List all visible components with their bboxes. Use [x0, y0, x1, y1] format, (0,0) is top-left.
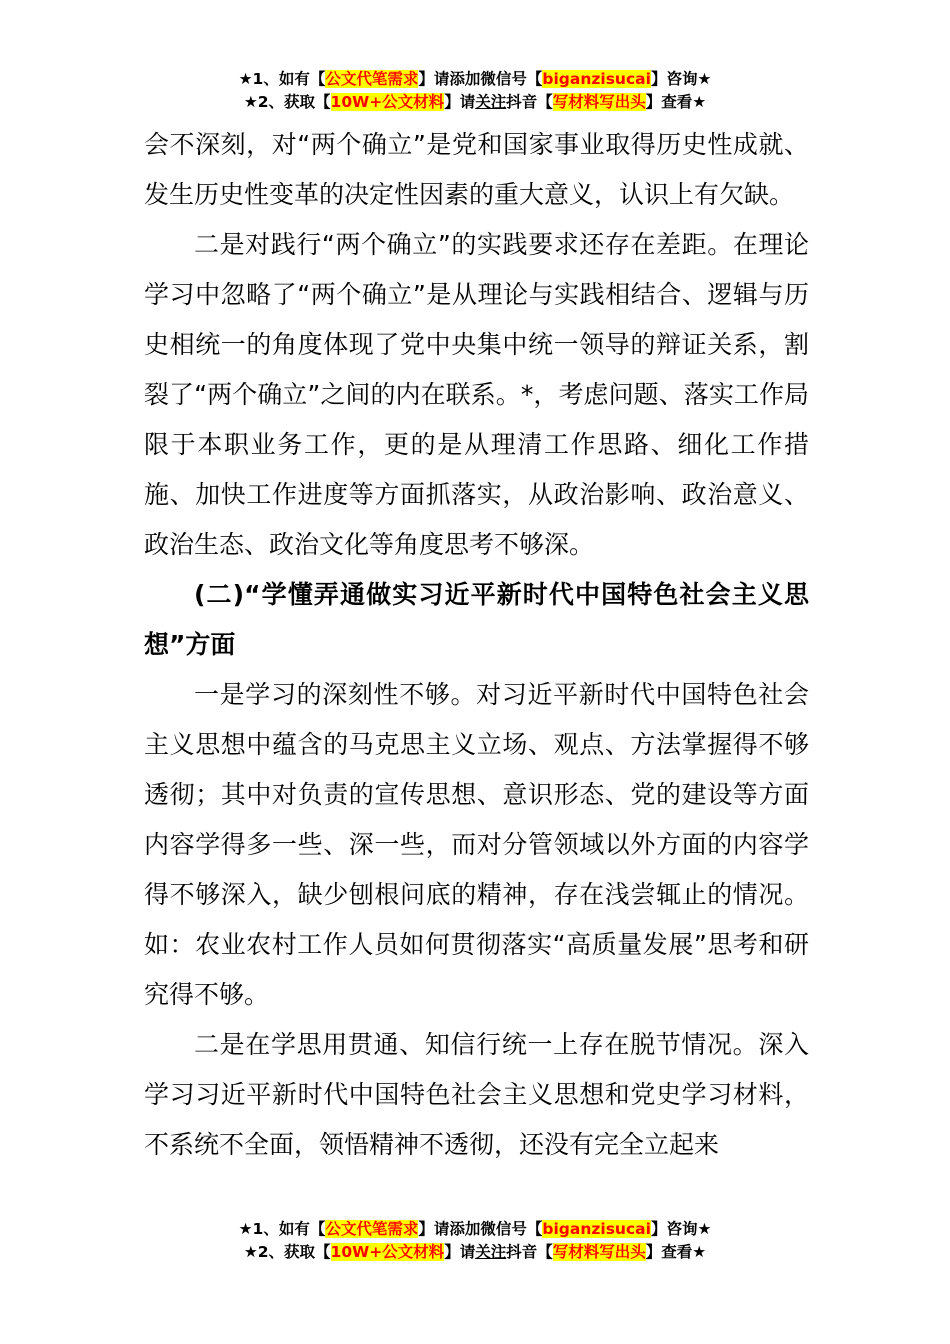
banner-text: 抖音【 — [506, 93, 553, 111]
footer-banner — [0, 1218, 950, 1264]
paragraph-3: 一是学习的深刻性不够。对习近平新时代中国特色社会主义思想中蕴含的马克思主义立场、观点、方法掌握得不够透彻；其中对负责的宣传思想、意识形态、党的建设等方面内容学得多一些、深一些，而对分管领域以外方面的内容学得不够深入，缺少刨根问底的精神，存在浅尝辄止的情况。如：农业农村工作人员如何贯彻落实“高质量发展”思考和研究得不够。 — [144, 680, 809, 1009]
header-banner — [0, 68, 950, 114]
document-body — [144, 120, 809, 1170]
banner-line-1 — [0, 1218, 950, 1241]
paragraph-1: 会不深刻，对“两个确立”是党和国家事业取得历史性成就、发生历史性变革的决定性因素的重大意义，认识上有欠缺。 — [144, 130, 809, 209]
banner-text: 】咨询★ — [650, 1220, 712, 1238]
underlined-text: 关注 — [475, 1243, 507, 1261]
paragraph-4: 二是在学思用贯通、知信行统一上存在脱节情况。深入学习习近平新时代中国特色社会主义思想和党史学习材料，不系统不全面，领悟精神不透彻，还没有完全立起来 — [144, 1030, 809, 1159]
banner-text: ★1、如有【 — [238, 70, 326, 88]
banner-text: 】请添加微信号【 — [418, 1220, 543, 1238]
banner-line-2 — [0, 91, 950, 114]
douyin-id-highlight: 写材料写出头 — [552, 93, 646, 111]
wechat-id-highlight: biganzisucai — [542, 1220, 651, 1238]
banner-text: ★2、获取【 — [243, 93, 331, 111]
underlined-text: 关注 — [475, 93, 507, 111]
wechat-id-highlight: biganzisucai — [542, 70, 651, 88]
banner-text: ★1、如有【 — [238, 1220, 326, 1238]
banner-text: ★2、获取【 — [243, 1243, 331, 1261]
banner-text: 】查看★ — [645, 1243, 707, 1261]
banner-text: 】请 — [444, 1243, 476, 1261]
highlight-text: 公文代笔需求 — [325, 70, 419, 88]
banner-text: 】请添加微信号【 — [418, 70, 543, 88]
highlight-text: 10W+公文材料 — [330, 93, 445, 111]
paragraph-2: 二是对践行“两个确立”的实践要求还存在差距。在理论学习中忽略了“两个确立”是从理论与实践相结合、逻辑与历史相统一的角度体现了党中央集中统一领导的辩证关系，割裂了“两个确立”之间的内在联系。*，考虑问题、落实工作局限于本职业务工作，更的是从理清工作思路、细化工作措施、加快工作进度等方面抓落实，从政治影响、政治意义、政治生态、政治文化等角度思考不够深。 — [144, 230, 809, 559]
section-heading: (二)“学懂弄通做实习近平新时代中国特色社会主义思想”方面 — [144, 580, 809, 659]
banner-line-1 — [0, 68, 950, 91]
highlight-text: 10W+公文材料 — [330, 1243, 445, 1261]
banner-text: 】查看★ — [645, 93, 707, 111]
banner-text: 】请 — [444, 93, 476, 111]
banner-text: 抖音【 — [506, 1243, 553, 1261]
douyin-id-highlight: 写材料写出头 — [552, 1243, 646, 1261]
banner-text: 】咨询★ — [650, 70, 712, 88]
highlight-text: 公文代笔需求 — [325, 1220, 419, 1238]
banner-line-2 — [0, 1241, 950, 1264]
